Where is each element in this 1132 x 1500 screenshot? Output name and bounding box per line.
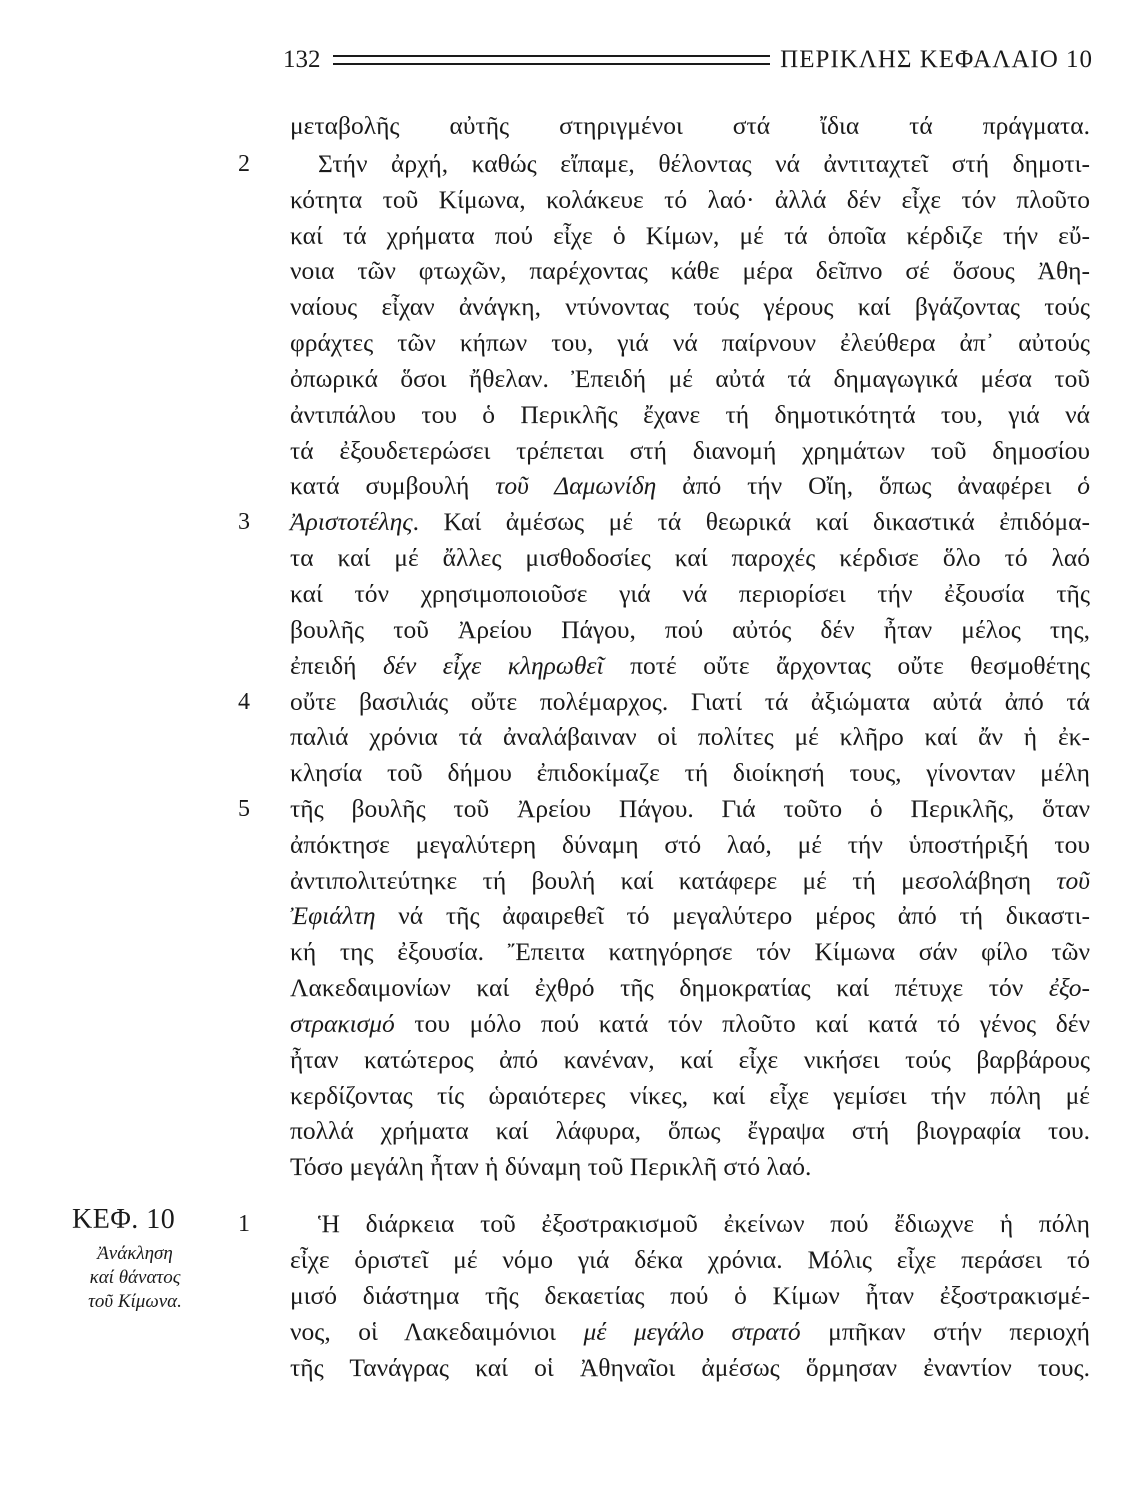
text-line: οὔτε βασιλιάς οὔτε πολέμαρχος. Γιατί τά ἀξιώματα αὐτά ἀπό τά (290, 687, 1090, 716)
text-line: Στήν ἀρχή, καθώς εἴπαμε, θέλοντας νά ἀντιταχτεῖ στή δημοτι- (318, 149, 1090, 178)
margin-note-line: Ἀνάκληση (97, 1243, 173, 1264)
running-title: ΠΕΡΙΚΛΗΣ ΚΕΦΑΛΑΙΟ 10 (780, 46, 1093, 73)
text-line: τῆς Τανάγρας καί οἱ Ἀθηναῖοι ἀμέσως ὅρμησαν ἐναντίον τους. (290, 1353, 1090, 1382)
margin-note-line: τοῦ Κίμωνα. (88, 1291, 182, 1312)
section-number: 1 (238, 1211, 250, 1237)
text-line: ναίους εἶχαν ἀνάγκη, ντύνοντας τούς γέρους καί βγάζοντας τούς (290, 292, 1090, 321)
chapter-label: ΚΕΦ. 10 (72, 1204, 176, 1235)
text-line: πολλά χρήματα καί λάφυρα, ὅπως ἔγραψα στή βιογραφία του. (290, 1116, 1090, 1145)
section-number: 4 (238, 689, 250, 715)
text-line: νοια τῶν φτωχῶν, παρέχοντας κάθε μέρα δεῖπνο σέ ὅσους Ἀθη- (290, 256, 1090, 285)
text-line: ἐπειδή δέν εἶχε κληρωθεῖ ποτέ οὔτε ἄρχοντας οὔτε θεσμοθέτης (290, 651, 1090, 680)
text-line: νος, οἱ Λακεδαιμόνιοι μέ μεγάλο στρατό μπῆκαν στήν περιοχή (290, 1317, 1090, 1346)
text-line: κή της ἐξουσία. Ἔπειτα κατηγόρησε τόν Κίμωνα σάν φίλο τῶν (290, 937, 1090, 966)
text-line: κλησία τοῦ δήμου ἐπιδοκίμαζε τή διοίκησή τους, γίνονταν μέλη (290, 758, 1090, 787)
text-line: ἀντιπάλου του ὁ Περικλῆς ἔχανε τή δημοτικότητά του, γιά νά (290, 400, 1090, 429)
text-line: καί τόν χρησιμοποιοῦσε γιά νά περιορίσει τήν ἐξουσία τῆς (290, 579, 1090, 608)
text-line: τά ἐξουδετερώσει τρέπεται στή διανομή χρημάτων τοῦ δημοσίου (290, 436, 1090, 465)
text-line: κερδίζοντας τίς ὡραιότερες νίκες, καί εἶχε γεμίσει τήν πόλη μέ (290, 1081, 1090, 1110)
chapter-margin-note (60, 1242, 210, 1314)
text-line: Ἐφιάλτη νά τῆς ἀφαιρεθεῖ τό μεγαλύτερο μέρος ἀπό τή δικαστι- (290, 901, 1090, 930)
text-line: τῆς βουλῆς τοῦ Ἀρείου Πάγου. Γιά τοῦτο ὁ Περικλῆς, ὅταν (290, 794, 1090, 823)
text-line: κατά συμβουλή τοῦ Δαμωνίδη ἀπό τήν Οἴη, ὅπως ἀναφέρει ὁ (290, 471, 1090, 500)
text-line: στρακισμό του μόλο πού κατά τόν πλοῦτο καί κατά τό γένος δέν (290, 1009, 1090, 1038)
margin-note-line: καί θάνατος (89, 1267, 181, 1288)
text-line: Ἡ διάρκεια τοῦ ἐξοστρακισμοῦ ἐκείνων πού ἔδιωχνε ἡ πόλη (318, 1209, 1090, 1238)
page-number: 132 (283, 46, 321, 73)
text-line: Ἀριστοτέλης. Καί ἀμέσως μέ τά θεωρικά καί δικαστικά ἐπιδόμα- (290, 507, 1090, 536)
text-line: βουλῆς τοῦ Ἀρείου Πάγου, πού αὐτός δέν ἦταν μέλος της, (290, 615, 1090, 644)
text-line: μεταβολῆς αὐτῆς στηριγμένοι στά ἴδια τά πράγματα. (290, 111, 1090, 140)
text-line: καί τά χρήματα πού εἶχε ὁ Κίμων, μέ τά ὁποῖα κέρδιζε τήν εὔ- (290, 221, 1090, 250)
text-line: παλιά χρόνια τά ἀναλάβαιναν οἱ πολίτες μέ κλῆρο καί ἄν ἡ ἐκ- (290, 722, 1090, 751)
header-rule (333, 55, 771, 65)
text-line: τα καί μέ ἄλλες μισθοδοσίες καί παροχές κέρδισε ὅλο τό λαό (290, 543, 1090, 572)
text-line: εἶχε ὁριστεῖ μέ νόμο γιά δέκα χρόνια. Μόλις εἶχε περάσει τό (290, 1245, 1090, 1274)
text-line: φράχτες τῶν κήπων του, γιά νά παίρνουν ἐλεύθερα ἀπ᾿ αὐτούς (290, 328, 1090, 357)
section-number: 2 (238, 151, 250, 177)
text-line: ἀντιπολιτεύτηκε τή βουλή καί κατάφερε μέ τή μεσολάβηση τοῦ (290, 866, 1090, 895)
text-line: μισό διάστημα τῆς δεκαετίας πού ὁ Κίμων ἦταν ἐξοστρακισμέ- (290, 1281, 1090, 1310)
text-line: ὀπωρικά ὅσοι ἤθελαν. Ἐπειδή μέ αὐτά τά δημαγωγικά μέσα τοῦ (290, 364, 1090, 393)
text-line: Λακεδαιμονίων καί ἐχθρό τῆς δημοκρατίας καί πέτυχε τόν ἐξο- (290, 973, 1090, 1002)
section-number: 5 (238, 796, 250, 822)
text-line: κότητα τοῦ Κίμωνα, κολάκευε τό λαό· ἀλλά δέν εἶχε τόν πλοῦτο (290, 185, 1090, 214)
text-line: Τόσο μεγάλη ἦταν ἡ δύναμη τοῦ Περικλῆ στό λαό. (290, 1152, 812, 1181)
text-line: ἀπόκτησε μεγαλύτερη δύναμη στό λαό, μέ τήν ὑποστήριξή του (290, 830, 1090, 859)
running-header (283, 44, 1093, 76)
section-number: 3 (238, 509, 250, 535)
text-line: ἦταν κατώτερος ἀπό κανέναν, καί εἶχε νικήσει τούς βαρβάρους (290, 1045, 1090, 1074)
